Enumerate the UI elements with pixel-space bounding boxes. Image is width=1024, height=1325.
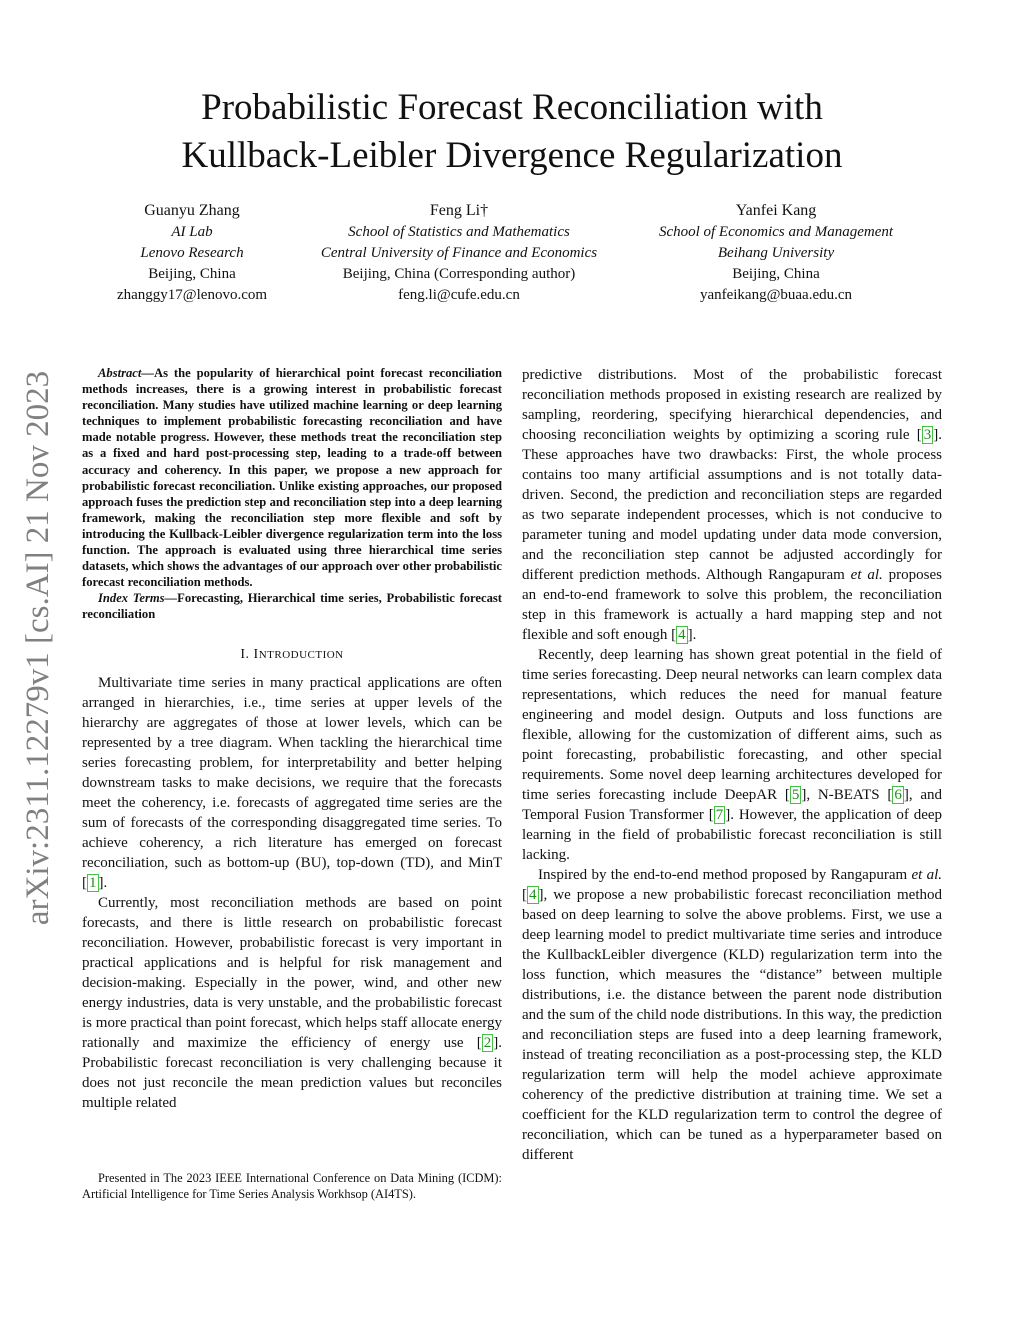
abstract: [82, 365, 502, 590]
author-affiliation: Lenovo Research: [140, 245, 244, 261]
index-terms-label: Index Terms—: [98, 591, 178, 606]
index-terms: [82, 590, 502, 622]
author-email: yanfeikang@buaa.edu.cn: [699, 287, 853, 303]
paragraph: Multivariate time series in many practical applications are often arranged in hierarchies, i.e., time series at upper levels of the hierarchy are aggregates of those at lower levels, which can be represented by a tree diagram. When tackling the hierarchical time series forecasting problem, for interpretability and better helping downstream tasks to make decisions, we require that the forecasts meet the coherency, i.e. forecasts of aggregated time series are the sum of forecasts of the corresponding disaggregated time series. To achieve coherency, a rich literature has emerged on forecast reconciliation, such as bottom-up (BU), top-down (TD), and MinT [ 1 ].: [82, 674, 502, 891]
title-line-2: Kullback-Leibler Divergence Regularization: [181, 135, 843, 176]
citation-link[interactable]: 3: [923, 427, 932, 443]
citation-link[interactable]: 4: [529, 887, 537, 903]
paragraph: Currently, most reconciliation methods are based on point forecasts, and there is little research on probabilistic forecast reconciliation. However, probabilistic forecast is very important in practical applications and is helpful for risk management and decision-making. Especially in the power, wind, and other new energy industries, data is very unstable, and the probabilistic forecast is more practical than point forecast, which helps staff allocate energy rationally and maximize the efficiency of energy use [ 2 ]. Probabilistic forecast reconciliation is very challenging because it does not just reconcile the mean prediction values but reconciles multiple related: [82, 894, 503, 1111]
abstract-label: Abstract—: [98, 366, 154, 380]
author-affiliation: Central University of Finance and Economics: [320, 245, 598, 261]
author-email: feng.li@cufe.edu.cn: [398, 287, 520, 303]
left-column: [82, 365, 502, 1113]
arxiv-identifier: arXiv:2311.12279v1 [cs.AI] 21 Nov 2023: [20, 370, 56, 926]
citation-link[interactable]: 7: [715, 807, 724, 823]
author-email: zhanggy17@lenovo.com: [116, 287, 268, 303]
author-name: Guanyu Zhang: [144, 202, 240, 219]
abstract-text: As the popularity of hierarchical point forecast reconciliation methods increases, there is a growing interest in probabilistic forecast reconciliation. Many studies have utilized machine learning or deep learning techniques to implement probabilistic forecasting reconciliation and have made notable progress. However, these methods treat the reconciliation step as a fixed and hard post-processing step, leading to a trade-off between accuracy and coherency. In this paper, we propose a new approach for probabilistic forecast reconciliation. Unlike existing approaches, our proposed approach fuses the prediction step and reconciliation step into a deep learning framework, making the reconciliation step more flexible and soft by introducing the Kullback-Leibler divergence regularization term into the loss function. The approach is evaluated using three hierarchical time series datasets, which shows the advantages of our approach over other probabilistic forecast reconciliation methods.: [82, 366, 502, 590]
author-location: Beijing, China (Corresponding author): [342, 266, 576, 282]
author-block-2: [289, 200, 629, 306]
paragraph: Recently, deep learning has shown great potential in the field of time series forecasting. Deep neural networks can learn complex data representations, which reduces the need for manual feature engineering and model design. Outputs and loss functions are flexible, allowing for the customization of different aims, such as point forecasting, probabilistic forecasting, and other special requirements. Some novel deep learning architectures developed for time series forecasting include DeepAR [ 5 ], N-BEATS [ 6 ], and Temporal Fusion Transformer [ 7 ]. However, the application of deep learning in the field of probabilistic forecast reconciliation is still lacking.: [522, 647, 943, 863]
paragraph: Inspired by the end-to-end method proposed by Rangapuram et al. [ 4 ], we propose a new probabilistic forecast reconciliation method based on deep learning to solve the above problems. First, we use a deep learning model to predict multivariate time series and introduce the KullbackLeibler divergence (KLD) regularization term into the loss function, which measures the “distance” between multiple distributions, i.e. the distance between the parent node distribution and the sum of the child node distributions. In this way, the prediction and reconciliation steps are fused into a deep learning framework, instead of treating reconciliation as a post-processing step, the KLD regularization term will help the model achieve approximate coherency of the predictive distribution at training time. We set a coefficient for the KLD regularization term to control the degree of reconciliation, which can be tuned as a hyperparameter based on different: [522, 867, 942, 1163]
index-terms-text: Forecasting, Hierarchical time series, Probabilistic forecast reconciliation: [82, 591, 502, 622]
author-location: Beijing, China: [732, 266, 820, 282]
citation-link[interactable]: 6: [894, 787, 902, 803]
author-block-3: [634, 200, 918, 306]
paper-title: [80, 84, 944, 180]
citation-link[interactable]: 2: [483, 1034, 492, 1051]
author-affiliation: School of Economics and Management: [658, 224, 894, 240]
right-column: [522, 365, 942, 1165]
citation-link[interactable]: 1: [89, 874, 97, 891]
citation-link[interactable]: 5: [791, 787, 800, 803]
author-affiliation: School of Statistics and Mathematics: [348, 224, 570, 240]
author-location: Beijing, China: [148, 266, 236, 282]
author-affiliation: Beihang University: [717, 245, 835, 261]
author-name: Yanfei Kang: [735, 202, 817, 219]
author-name: Feng Li†: [429, 202, 489, 219]
paragraph: predictive distributions. Most of the probabilistic forecast reconciliation methods proposed in existing research are realized by sampling, reordering, specifying hierarchical dependencies, and choosing reconciliation weights by optimizing a scoring rule [ 3 ]. These approaches have two drawbacks: First, the whole process contains too many artificial assumptions and is not totally data-driven. Second, the prediction and reconciliation steps are regarded as two separate independent processes, which is not conducive to parameter tuning and model updating under data mode conversion, and the reconciliation step cannot be adjusted accordingly for different prediction methods. Although Rangapuram et al. proposes an end-to-end framework to solve this problem, the reconciliation step in this framework is actually a hard mapping step and not flexible and soft enough [ 4 ].: [522, 367, 943, 643]
citation-link[interactable]: 4: [678, 627, 686, 643]
author-block-1: [100, 200, 284, 306]
section-heading-introduction: I. INTRODUCTION: [240, 646, 344, 662]
footnote: Presented in The 2023 IEEE International Conference on Data Mining (ICDM): Artificial Intelligence for Time Series Analysis Workhsop (AI4TS).: [82, 1171, 502, 1201]
title-line-1: Probabilistic Forecast Reconciliation with: [201, 87, 823, 128]
author-affiliation: AI Lab: [171, 224, 213, 240]
